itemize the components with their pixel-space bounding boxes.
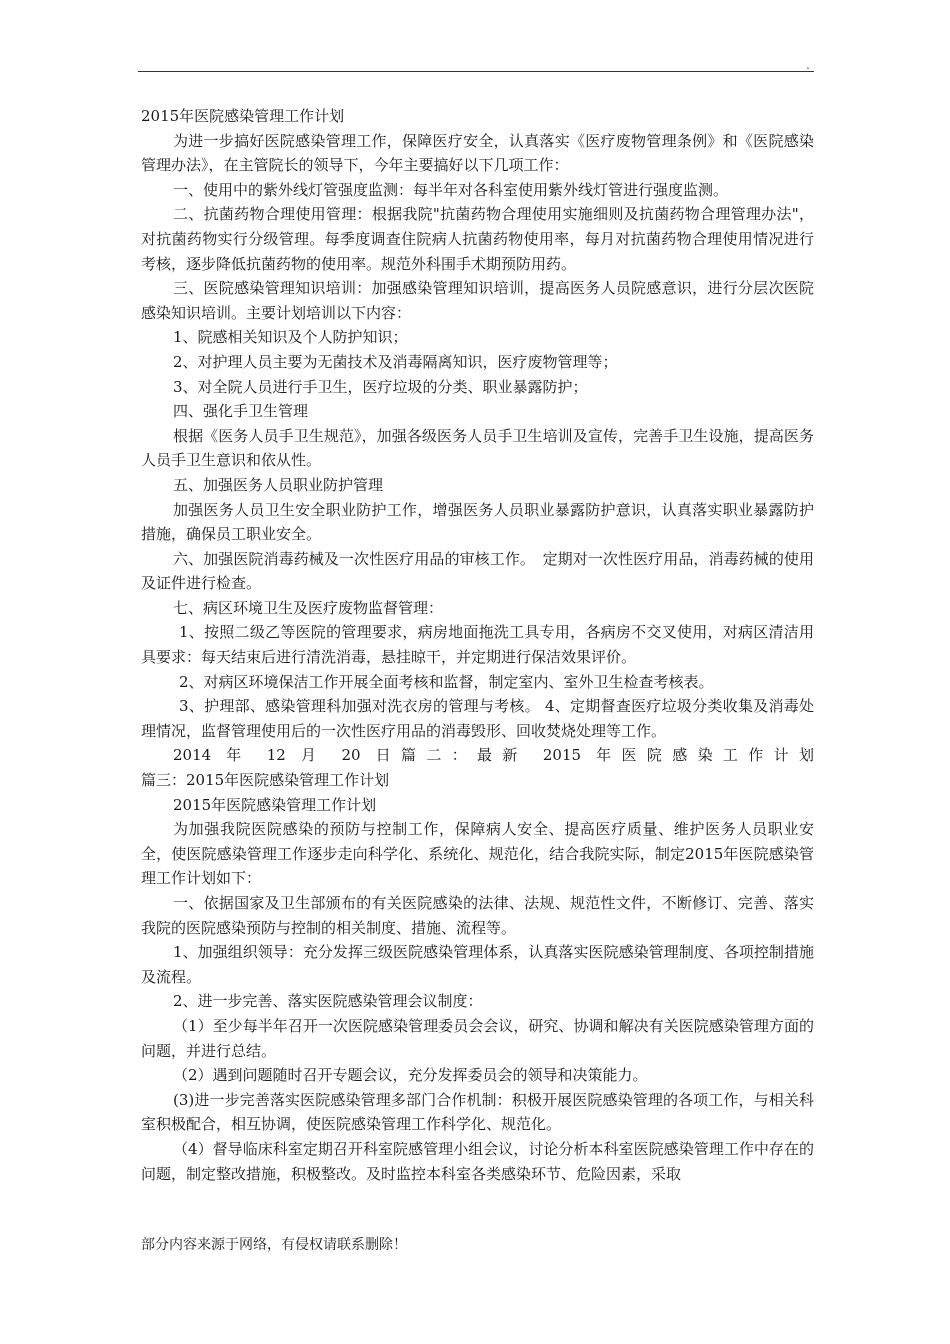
header-rule [138, 71, 814, 72]
header-corner-mark: . [806, 58, 810, 72]
paragraph: 2、进一步完善、落实医院感染管理会议制度： [173, 992, 483, 1011]
paragraph: 为加强我院医院感染的预防与控制工作，保障病人安全、提高医疗质量、维护医务人员职业安全，使医院感染管理工作逐步走向科学化、系统化、规范化，结合我院实际，制定2015年医院感染管理工作计划如下： [141, 820, 814, 888]
paragraph: （2）遇到问题随时召开专题会议，充分发挥委员会的领导和决策能力。 [173, 1066, 648, 1085]
paragraph: 七、病区环境卫生及医疗废物监督管理： [173, 598, 444, 617]
paragraph: 一、依据国家及卫生部颁布的有关医院感染的法律、法规、规范性文件，不断修订、完善、落实我院的医院感染预防与控制的相关制度、措施、流程等。 [141, 894, 814, 937]
paragraph: 三、医院感染管理知识培训：加强感染管理知识培训，提高医务人员院感意识，进行分层次医院感染知识培训。主要计划培训以下内容： [141, 279, 814, 322]
paragraph: 1、院感相关知识及个人防护知识； [173, 328, 408, 347]
paragraph: 篇三：2015年医院感染管理工作计划 [141, 771, 390, 790]
paragraph: 1、加强组织领导：充分发挥三级医院感染管理体系，认真落实医院感染管理制度、各项控制措施及流程。 [141, 943, 814, 986]
paragraph: 六、加强医院消毒药械及一次性医疗用品的审核工作。 定期对一次性医疗用品，消毒药械的使用及证件进行检查。 [141, 549, 814, 593]
paragraph: 2014 年 12 月 20 日篇二：最新 2015 年医院感染工作计划 [173, 746, 814, 765]
paragraph: 根据《医务人员手卫生规范》，加强各级医务人员手卫生培训及宣传，完善手卫生设施，提高医务人员手卫生意识和依从性。 [141, 426, 814, 470]
paragraph: （4）督导临床科室定期召开科室院感管理小组会议，讨论分析本科室医院感染管理工作中存在的问题，制定整改措施，积极整改。及时监控本科室各类感染环节、危险因素，采取 [141, 1139, 814, 1183]
paragraph: 二、抗菌药物合理使用管理：根据我院"抗菌药物合理使用实施细则及抗菌药物合理管理办法"，对抗菌药物实行分级管理。每季度调查住院病人抗菌药物使用率，每月对抗菌药物合理使用情况进行考核，逐步降低抗菌药物的使用率。规范外科围手术期预防用药。 [141, 205, 814, 273]
paragraph: 3、护理部、感染管理科加强对洗衣房的管理与考核。 4、定期督查医疗垃圾分类收集及消毒处理情况，监督管理使用后的一次性医疗用品的消毒毁形、回收焚烧处理等工作。 [141, 697, 814, 740]
paragraph: 为进一步搞好医院感染管理工作，保障医疗安全，认真落实《医疗废物管理条例》和《医院感染管理办法》，在主管院长的领导下，今年主要搞好以下几项工作： [141, 131, 814, 175]
paragraph: 一、使用中的紫外线灯管强度监测：每半年对各科室使用紫外线灯管进行强度监测。 [173, 180, 729, 199]
paragraph: 1、按照二级乙等医院的管理要求，病房地面拖洗工具专用，各病房不交叉使用，对病区清洁用具要求：每天结束后进行清洗消毒，悬挂晾干，并定期进行保洁效果评价。 [141, 623, 814, 667]
paragraph: 加强医务人员卫生安全职业防护工作，增强医务人员职业暴露防护意识，认真落实职业暴露防护措施，确保员工职业安全。 [141, 500, 814, 544]
paragraph: 2、对护理人员主要为无菌技术及消毒隔离知识，医疗废物管理等； [173, 352, 618, 371]
footer-note: 部分内容来源于网络，有侵权请联系删除！ [141, 1237, 407, 1253]
document-body [141, 104, 814, 1186]
paragraph: 3、对全院人员进行手卫生，医疗垃圾的分类、职业暴露防护； [173, 377, 588, 396]
paragraph: 2、对病区环境保洁工作开展全面考核和监督，制定室内、室外卫生检查考核表。 [179, 672, 714, 691]
document-title: 2015年医院感染管理工作计划 [141, 107, 345, 125]
paragraph: (3)进一步完善落实医院感染管理多部门合作机制：积极开展医院感染管理的各项工作，与相关科室积极配合，相互协调，使医院感染管理工作科学化、规范化。 [141, 1090, 814, 1134]
paragraph: 2015年医院感染管理工作计划 [173, 795, 377, 814]
paragraph: 四、强化手卫生管理 [173, 402, 309, 421]
paragraph: 五、加强医务人员职业防护管理 [173, 475, 384, 494]
paragraph: （1）至少每半年召开一次医院感染管理委员会会议，研究、协调和解决有关医院感染管理方面的问题，并进行总结。 [141, 1016, 814, 1060]
